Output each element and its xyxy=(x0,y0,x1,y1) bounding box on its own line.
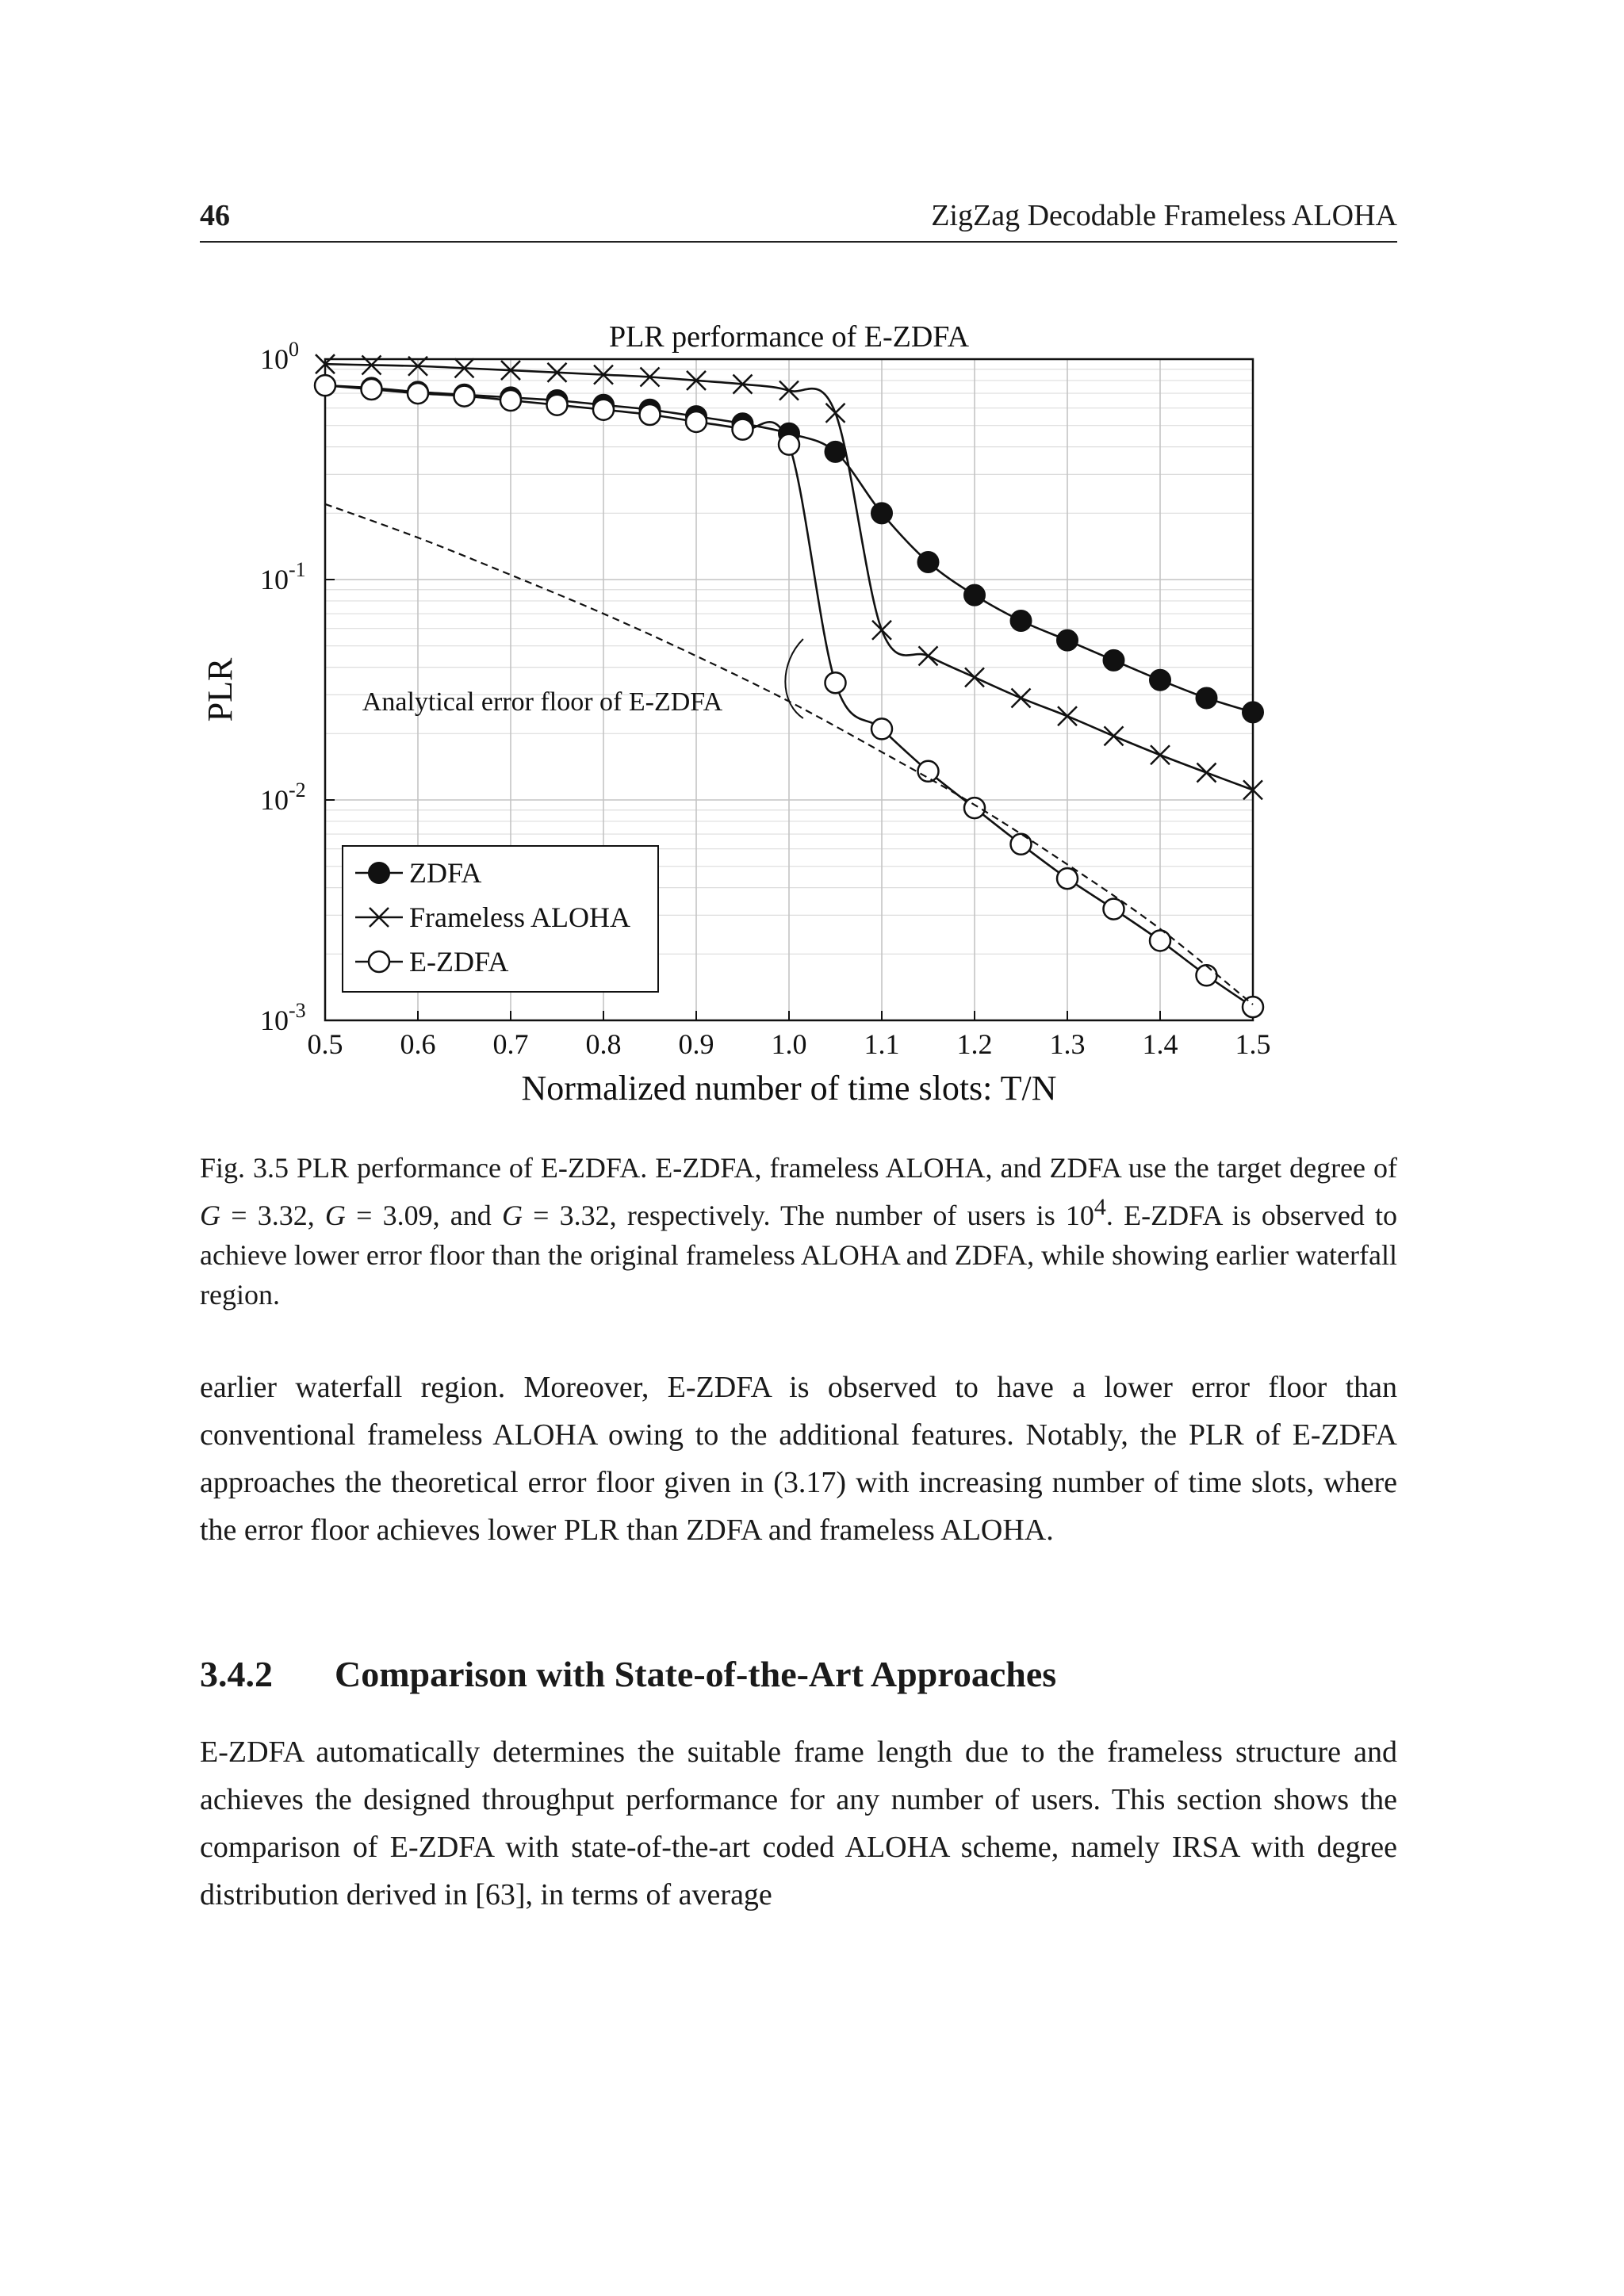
x-tick-label: 0.5 xyxy=(307,1028,343,1060)
legend-label: E-ZDFA xyxy=(409,946,509,978)
data-point xyxy=(1012,688,1031,707)
data-point xyxy=(825,672,846,693)
y-tick-label: $10^{-3}$ xyxy=(260,999,306,1036)
section-title: Comparison with State-of-the-Art Approaches xyxy=(335,1654,1057,1694)
data-point xyxy=(640,404,661,425)
caption-lead: Fig. 3.5 PLR performance of E-ZDFA. E-ZDFA, frameless ALOHA, and ZDFA use the target degree of xyxy=(200,1152,1397,1184)
caption-g3-var: G xyxy=(501,1200,523,1231)
data-point xyxy=(918,761,939,782)
caption-g2-var: G xyxy=(324,1200,346,1231)
data-point xyxy=(1197,965,1217,985)
data-point xyxy=(315,375,335,396)
legend-entry xyxy=(355,946,508,978)
y-tick-label: $10^{-2}$ xyxy=(260,779,306,816)
caption-tail: . E-ZDFA is observed to achieve lower error floor than the original frameless ALOHA and ZDFA, while showing earlier waterfall region. xyxy=(200,1200,1398,1311)
legend-marker xyxy=(369,863,389,883)
data-point xyxy=(779,434,799,455)
x-tick-label: 1.5 xyxy=(1235,1028,1271,1060)
plr-figure xyxy=(200,309,1397,1118)
caption-g3-val: = 3.32, respectively. The number of users is 10 xyxy=(522,1200,1094,1231)
data-point xyxy=(1105,726,1124,745)
body-paragraph-2: E-ZDFA automatically determines the suitable frame length due to the frameless structure and achieves the designed throughput performance for any number of users. This section shows the comparison of E-ZDFA with state-of-the-art coded ALOHA scheme, namely IRSA with degree distribution derived in [63], in terms of average xyxy=(200,1735,1397,1911)
data-point xyxy=(547,395,568,415)
x-tick-label: 1.1 xyxy=(864,1028,900,1060)
x-tick-label: 1.2 xyxy=(956,1028,993,1060)
data-point xyxy=(686,411,707,432)
data-point xyxy=(1104,899,1124,920)
data-point xyxy=(1197,687,1217,708)
y-axis-label: PLR xyxy=(201,657,239,722)
legend xyxy=(343,846,658,992)
data-point xyxy=(1011,834,1032,855)
data-point xyxy=(500,390,521,411)
caption-g1-var: G xyxy=(200,1200,220,1231)
data-point xyxy=(871,503,892,523)
data-point xyxy=(1057,868,1078,889)
x-tick-label: 0.6 xyxy=(400,1028,436,1060)
data-point xyxy=(408,383,428,404)
x-tick-label: 0.7 xyxy=(492,1028,529,1060)
y-tick-label: $10^{-1}$ xyxy=(260,558,306,595)
x-tick-label: 1.4 xyxy=(1142,1028,1178,1060)
annotation-label: Analytical error floor of E-ZDFA xyxy=(362,687,723,717)
data-point xyxy=(1197,763,1216,783)
data-point xyxy=(1150,670,1170,691)
data-point xyxy=(454,386,475,407)
y-tick-label: $10^0$ xyxy=(260,338,299,375)
x-axis-label: Normalized number of time slots: T/N xyxy=(521,1069,1057,1108)
data-point xyxy=(825,442,846,462)
data-point xyxy=(964,585,985,606)
data-point xyxy=(871,718,892,739)
legend-marker xyxy=(369,951,389,972)
figure-caption xyxy=(200,1148,1397,1314)
caption-users-exponent: 4 xyxy=(1094,1194,1106,1220)
data-point xyxy=(733,419,753,440)
x-tick-label: 0.9 xyxy=(678,1028,714,1060)
running-title: ZigZag Decodable Frameless ALOHA xyxy=(931,199,1397,232)
legend-label: ZDFA xyxy=(409,857,482,889)
data-point xyxy=(1150,930,1170,951)
x-tick-label: 0.8 xyxy=(585,1028,622,1060)
data-point xyxy=(919,646,938,665)
data-point xyxy=(1057,630,1078,651)
x-tick-label: 1.0 xyxy=(771,1028,807,1060)
data-point xyxy=(1243,997,1263,1017)
data-point xyxy=(826,404,845,423)
data-point xyxy=(1011,610,1032,631)
data-point xyxy=(1243,702,1263,722)
section-number: 3.4.2 xyxy=(200,1654,273,1694)
body-paragraph-1: earlier waterfall region. Moreover, E-ZDFA is observed to have a lower error floor than conventional frameless ALOHA owing to the additional features. Notably, the PLR of E-ZDFA approaches the theoretical error floor given in (3.17) with increasing number of time slots, where the error floor achieves lower PLR than ZDFA and frameless ALOHA. xyxy=(200,1371,1397,1547)
legend-label: Frameless ALOHA xyxy=(409,901,630,933)
chart-title: PLR performance of E-ZDFA xyxy=(608,320,970,354)
annotation-bracket xyxy=(785,639,803,718)
page-number: 46 xyxy=(200,199,230,232)
section-heading xyxy=(200,1653,1056,1695)
data-point xyxy=(918,552,939,572)
data-point xyxy=(362,379,382,400)
x-tick-label: 1.3 xyxy=(1049,1028,1086,1060)
data-point xyxy=(593,400,614,420)
caption-g1-val: = 3.32, xyxy=(220,1200,325,1231)
data-point xyxy=(1104,650,1124,671)
caption-g2-val: = 3.09, and xyxy=(345,1200,502,1231)
page-header xyxy=(200,198,1397,243)
